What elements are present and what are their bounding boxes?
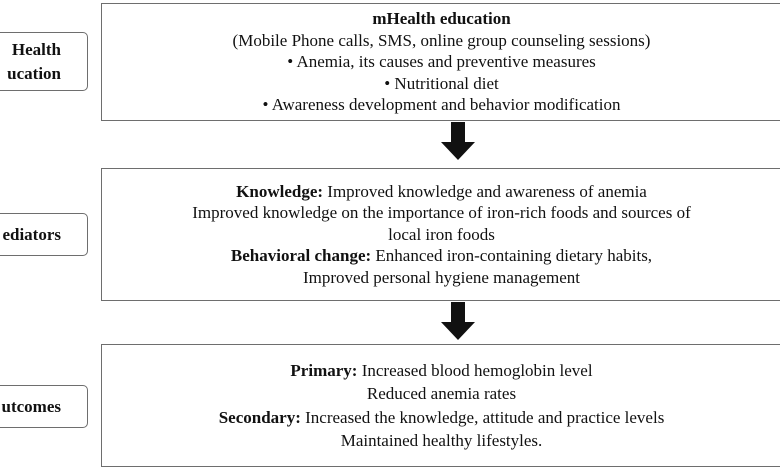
label-line: utcomes — [1, 396, 61, 416]
box-line: mHealth education — [372, 9, 511, 29]
box-line: Maintained healthy lifestyles. — [340, 431, 543, 450]
mhealth-education-box — [101, 3, 780, 121]
box-line: Knowledge: Improved knowledge and awareness of anemia — [236, 181, 647, 201]
box-line: Secondary: Increased the knowledge, attitude and practice levels — [218, 407, 665, 427]
label-line: ediators — [2, 224, 61, 244]
down-arrow-icon — [441, 302, 475, 342]
box-line: • Awareness development and behavior modification — [262, 95, 621, 115]
label-line: ucation — [7, 63, 61, 83]
health-education-label — [0, 32, 88, 91]
box-line: • Anemia, its causes and preventive measures — [287, 52, 596, 72]
box-line: Improved personal hygiene management — [302, 267, 581, 287]
mediators-box — [101, 168, 780, 301]
box-line: Primary: Increased blood hemoglobin level — [290, 360, 593, 380]
box-line: Behavioral change: Enhanced iron-containing dietary habits, — [230, 246, 653, 266]
outcomes-box — [101, 344, 780, 467]
box-line: (Mobile Phone calls, SMS, online group counseling sessions) — [232, 30, 651, 50]
outcomes-label — [0, 385, 88, 428]
box-line: Improved knowledge on the importance of iron-rich foods and sources of — [192, 203, 691, 223]
box-line: Reduced anemia rates — [366, 384, 517, 403]
label-line: Health — [11, 39, 61, 59]
box-line: • Nutritional diet — [384, 73, 499, 93]
down-arrow-icon — [441, 122, 475, 162]
mediators-label — [0, 213, 88, 256]
box-line: local iron foods — [388, 224, 495, 244]
